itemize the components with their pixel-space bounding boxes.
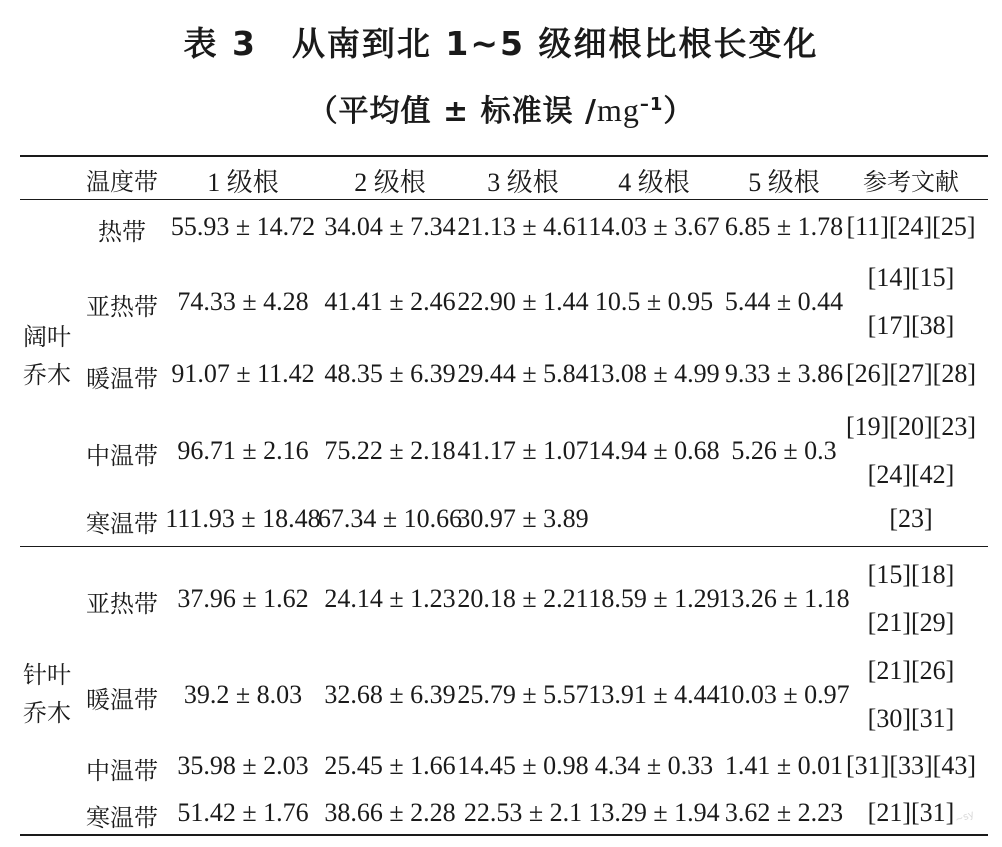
- watermark: ~sy: [953, 808, 976, 827]
- column-header: 5 级根: [748, 168, 820, 197]
- value-cell: 96.71 ± 2.16: [177, 436, 309, 465]
- reference-cell: [21][26]: [867, 656, 955, 685]
- reference-cell: [31][33][43]: [846, 751, 976, 780]
- value-cell: 6.85 ± 1.78: [724, 212, 844, 241]
- value-cell: 22.53 ± 2.1: [463, 798, 583, 827]
- reference-cell: [23]: [889, 504, 933, 533]
- value-cell: 39.2 ± 8.03: [183, 680, 303, 709]
- value-cell: 1.41 ± 0.01: [724, 751, 844, 780]
- value-cell: 38.66 ± 2.28: [324, 798, 456, 827]
- reference-cell: [21][31]: [867, 798, 955, 827]
- temperature-zone-cell: 热带: [98, 218, 146, 246]
- value-cell: 21.13 ± 4.61: [457, 212, 589, 241]
- reference-cell: [11][24][25]: [846, 212, 976, 241]
- table-header-rule: [20, 199, 988, 200]
- reference-cell: [15][18]: [867, 560, 955, 589]
- value-cell: 25.45 ± 1.66: [324, 751, 456, 780]
- table-title: 表 3 从南到北 1~5 级细根比根长变化: [183, 24, 819, 63]
- column-header: 温度带: [86, 168, 158, 196]
- reference-cell: [24][42]: [867, 460, 955, 489]
- subtitle-close: ）: [663, 94, 695, 129]
- value-cell: 3.62 ± 2.23: [724, 798, 844, 827]
- value-cell: 48.35 ± 6.39: [324, 359, 456, 388]
- value-cell: 10.03 ± 0.97: [718, 680, 850, 709]
- column-header: 3 级根: [487, 168, 559, 197]
- tree-group-label: 针叶 乔木: [23, 661, 71, 727]
- value-cell: 91.07 ± 11.42: [171, 359, 315, 388]
- value-cell: 18.59 ± 1.29: [588, 584, 720, 613]
- value-cell: 14.94 ± 0.68: [588, 436, 720, 465]
- value-cell: 30.97 ± 3.89: [457, 504, 589, 533]
- value-cell: 13.91 ± 4.44: [588, 680, 720, 709]
- table-subtitle: [0, 86, 1002, 130]
- subtitle-unit: mg: [597, 92, 640, 128]
- value-cell: 5.44 ± 0.44: [724, 287, 844, 316]
- temperature-zone-cell: 中温带: [86, 757, 158, 785]
- temperature-zone-cell: 中温带: [86, 442, 158, 470]
- value-cell: 5.26 ± 0.3: [731, 436, 837, 465]
- reference-cell: [17][38]: [867, 311, 955, 340]
- subtitle-exponent: –1: [639, 94, 664, 115]
- value-cell: 25.79 ± 5.57: [457, 680, 589, 709]
- value-cell: 67.34 ± 10.66: [317, 504, 463, 533]
- value-cell: 13.26 ± 1.18: [718, 584, 850, 613]
- table-top-rule: [20, 155, 988, 157]
- tree-group-label: 阔叶 乔木: [23, 323, 71, 389]
- reference-cell: [19][20][23]: [846, 412, 976, 441]
- value-cell: 9.33 ± 3.86: [724, 359, 844, 388]
- value-cell: 35.98 ± 2.03: [177, 751, 309, 780]
- value-cell: 55.93 ± 14.72: [170, 212, 316, 241]
- value-cell: 4.34 ± 0.33: [594, 751, 714, 780]
- table-bottom-rule: [20, 834, 988, 836]
- value-cell: 75.22 ± 2.18: [324, 436, 456, 465]
- value-cell: 13.08 ± 4.99: [588, 359, 720, 388]
- value-cell: 14.45 ± 0.98: [457, 751, 589, 780]
- temperature-zone-cell: 寒温带: [86, 510, 158, 538]
- reference-cell: [14][15]: [867, 263, 955, 292]
- value-cell: 22.90 ± 1.44: [457, 287, 589, 316]
- column-header: 参考文献: [863, 168, 959, 196]
- subtitle-open: （平均值 ± 标准误 /: [307, 94, 597, 129]
- value-cell: 32.68 ± 6.39: [324, 680, 456, 709]
- temperature-zone-cell: 寒温带: [86, 804, 158, 832]
- value-cell: 41.41 ± 2.46: [324, 287, 456, 316]
- value-cell: 51.42 ± 1.76: [177, 798, 309, 827]
- temperature-zone-cell: 亚热带: [86, 590, 158, 618]
- value-cell: 29.44 ± 5.84: [457, 359, 589, 388]
- table-group-divider: [20, 546, 988, 547]
- temperature-zone-cell: 亚热带: [86, 293, 158, 321]
- value-cell: 24.14 ± 1.23: [324, 584, 456, 613]
- value-cell: 10.5 ± 0.95: [594, 287, 714, 316]
- value-cell: 13.29 ± 1.94: [588, 798, 720, 827]
- reference-cell: [30][31]: [867, 704, 955, 733]
- value-cell: 74.33 ± 4.28: [177, 287, 309, 316]
- reference-cell: [26][27][28]: [846, 359, 976, 388]
- column-header: 1 级根: [207, 168, 279, 197]
- value-cell: 41.17 ± 1.07: [457, 436, 589, 465]
- column-header: 2 级根: [354, 168, 426, 197]
- reference-cell: [21][29]: [867, 608, 955, 637]
- value-cell: 20.18 ± 2.21: [457, 584, 589, 613]
- value-cell: 14.03 ± 3.67: [588, 212, 720, 241]
- value-cell: 111.93 ± 18.48: [165, 504, 321, 533]
- value-cell: 37.96 ± 1.62: [177, 584, 309, 613]
- column-header: 4 级根: [618, 168, 690, 197]
- temperature-zone-cell: 暖温带: [86, 686, 158, 714]
- temperature-zone-cell: 暖温带: [86, 365, 158, 393]
- value-cell: 34.04 ± 7.34: [324, 212, 456, 241]
